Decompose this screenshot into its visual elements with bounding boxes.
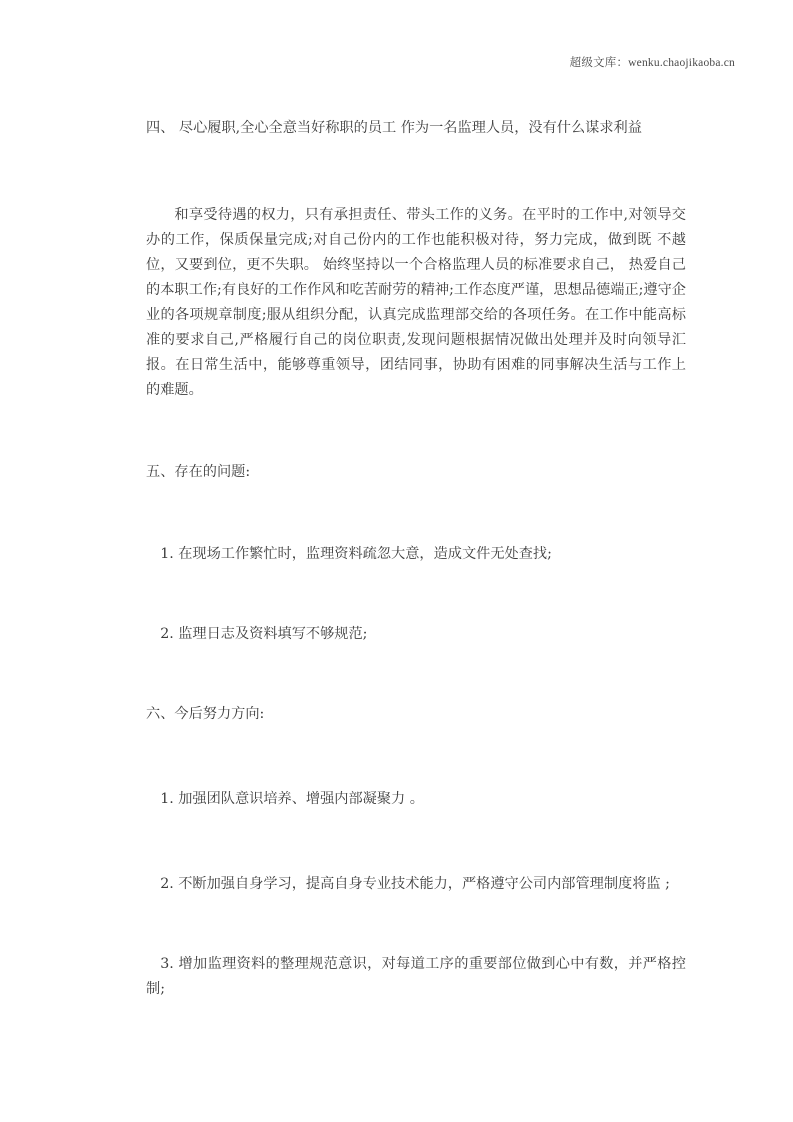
section-six-heading: 六、今后努力方向: [146,706,265,722]
document-body [146,112,686,1002]
site-url-label: wenku.chaojikaoba.cn [628,57,735,69]
spacer [146,567,686,622]
section-five-item-2: 2. 监理日志及资料填写不够规范; [160,626,368,642]
spacer [146,647,686,702]
section-four-lead-line: 四、 尽心履职,全心全意当好称职的员工 作为一名监理人员，没有什么谋求利益 [146,120,642,136]
spacer [146,727,686,787]
spacer [146,485,686,542]
section-four-paragraph: 和享受待遇的权力，只有承担责任、带头工作的义务。在平时的工作中,对领导交办的工作，保质保量完成;对自己份内的工作也能积极对待，努力完成，做到既 不越位，又要到位，更不失职。 始终坚持以一个合格监理人员的标准要求自己， 热爱自己的本职工作;有良好的工作作风和吃苦耐劳的精神;工作态度严谨，思想品德端正;遵守企业的各项规章制度;服从组织分配，认真完成监理部交给的各项任务。在工作中能高标准的要求自己,严格履行自己的岗位职责,发现问题根据情况做出处理并及时向领导汇报。在日常生活中，能够尊重领导，团结同事，协助有困难的同事解决生活与工作上 的难题。 [146,207,686,398]
section-six-item-3: 3. 增加监理资料的整理规范意识，对每道工序的重要部位做到心中有数，并严格控制; [146,956,686,997]
spacer [146,812,686,872]
section-six-item-2: 2. 不断加强自身学习，提高自身专业技术能力，严格遵守公司内部管理制度将监 ; [160,876,670,892]
section-six-item-1: 1. 加强团队意识培养、增强内部凝聚力 。 [160,791,424,807]
section-five-heading: 五、存在的问题: [146,464,251,480]
section-five-item-1: 1. 在现场工作繁忙时，监理资料疏忽大意，造成文件无处查找; [160,546,552,562]
spacer [146,403,686,460]
spacer [146,897,686,952]
site-watermark-header [570,54,735,70]
site-name-label: 超级文库： [569,55,629,69]
